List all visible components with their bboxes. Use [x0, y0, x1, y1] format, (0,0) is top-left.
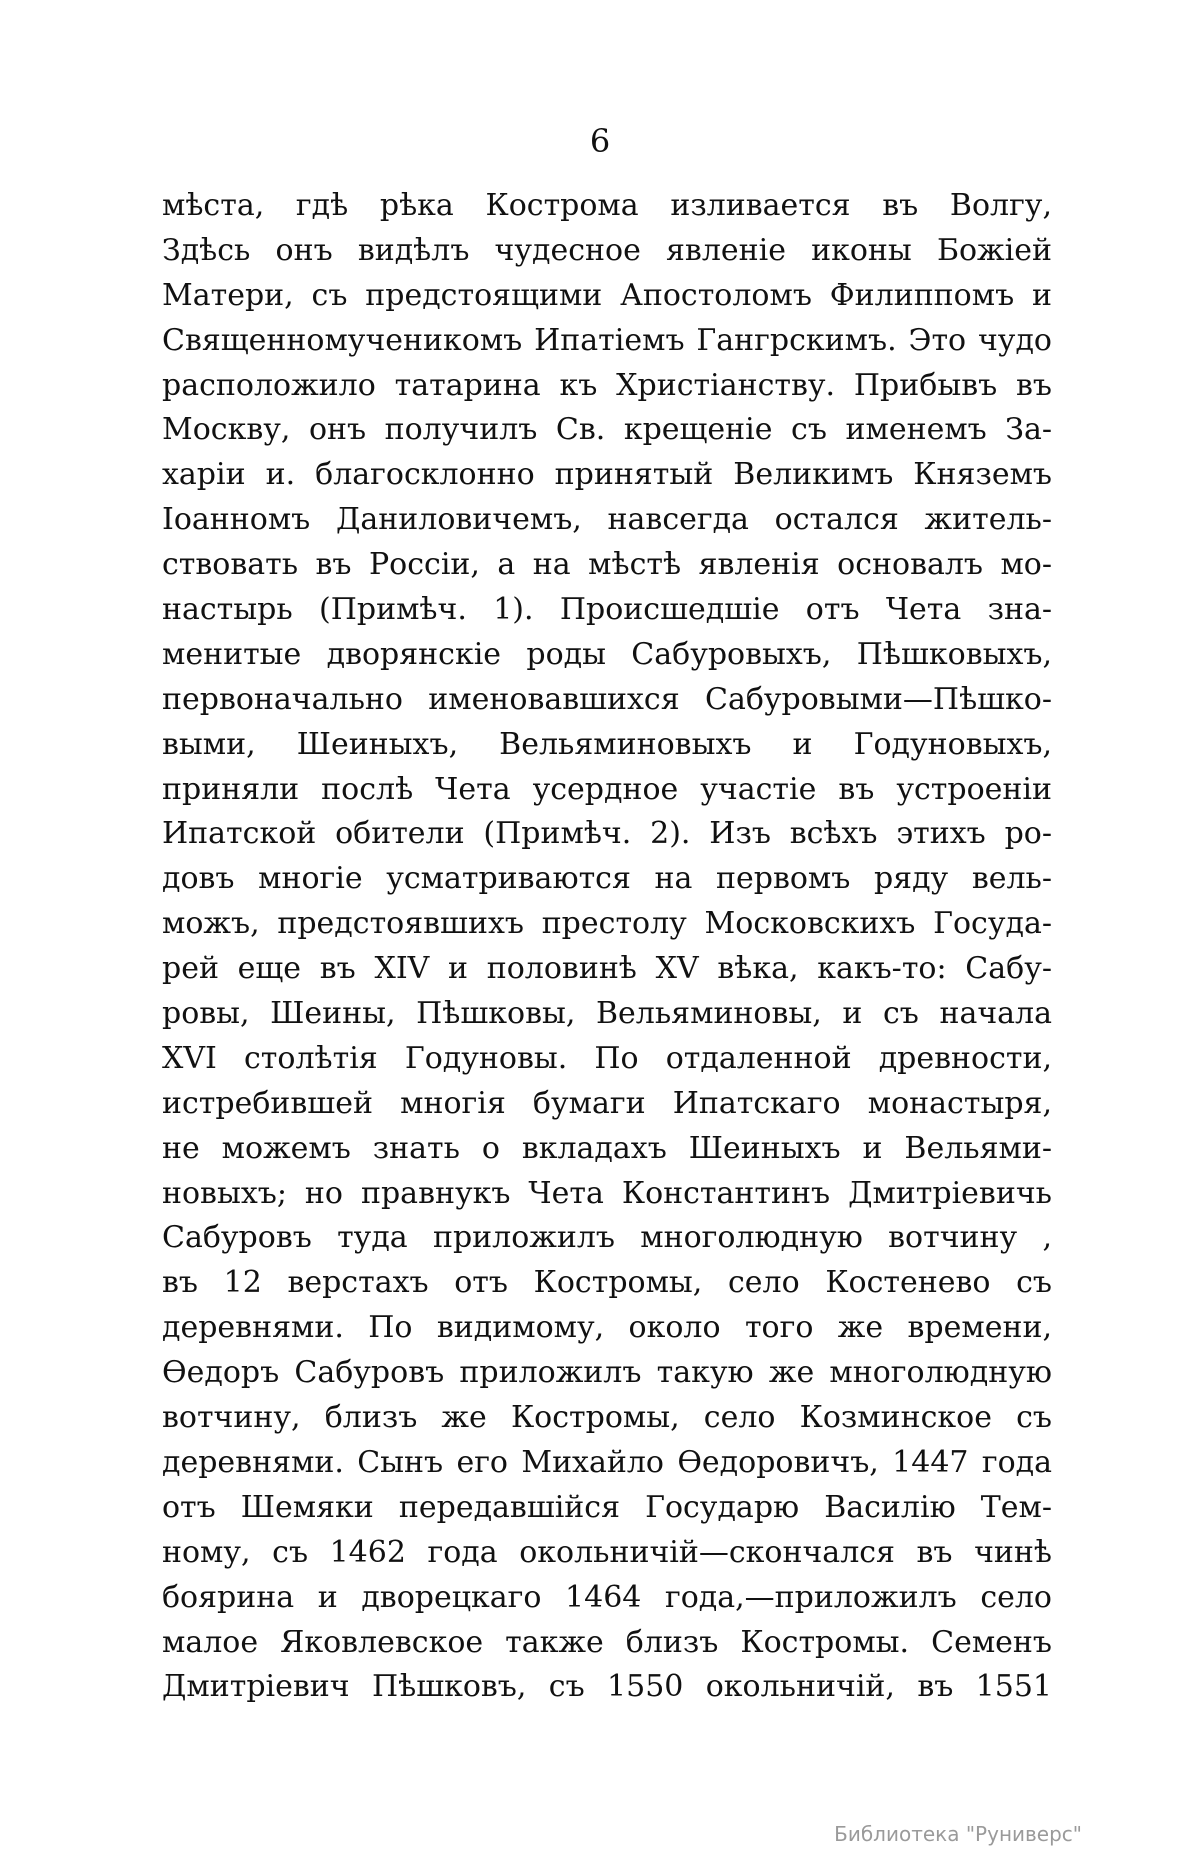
text-line: настырь (Примѣч. 1). Происшедшіе отъ Чета зна-	[162, 592, 1052, 628]
text-line: боярина и дворецкаго 1464 года,—приложилъ село	[162, 1579, 1052, 1615]
text-line: не можемъ знать о вкладахъ Шеиныхъ и Вельями-	[162, 1130, 1052, 1166]
text-line: вотчину, близъ же Костромы, село Козминское съ	[162, 1400, 1052, 1436]
text-line: деревнями. Сынъ его Михайло Ѳедоровичъ, 1447 года	[162, 1444, 1052, 1480]
text-line: довъ многіе усматриваются на первомъ ряду вель-	[162, 861, 1052, 897]
text-line: новыхъ; но правнукъ Чета Константинъ Дмитріевичь	[162, 1175, 1052, 1211]
text-line: Матери, съ предстоящими Апостоломъ Филиппомъ и	[162, 277, 1052, 313]
text-line: отъ Шемяки передавшійся Государю Василію Тем-	[162, 1489, 1052, 1525]
text-line: ровы, Шеины, Пѣшковы, Вельяминовы, и съ начала	[162, 996, 1052, 1032]
text-line: Сабуровъ туда приложилъ многолюдную вотчину ,	[162, 1220, 1052, 1256]
text-line: первоначально именовавшихся Сабуровыми—Пѣшко-	[162, 681, 1052, 717]
text-line: харіи и. благосклонно принятый Великимъ Княземъ	[162, 457, 1052, 493]
text-line: Ѳедоръ Сабуровъ приложилъ такую же многолюдную	[162, 1355, 1052, 1391]
text-line: деревнями. По видимому, около того же времени,	[162, 1310, 1052, 1346]
text-line: рей еще въ XIV и половинѣ XV вѣка, какъ-то: Сабу-	[162, 951, 1052, 987]
text-line: ному, съ 1462 года окольничій—скончался въ чинѣ	[162, 1534, 1052, 1570]
text-line: Дмитріевич Пѣшковъ, съ 1550 окольничій, въ 1551	[162, 1669, 1052, 1705]
text-line: расположило татарина къ Христіанству. Прибывъ въ	[162, 367, 1052, 403]
text-line: Здѣсь онъ видѣлъ чудесное явленіе иконы Божіей	[162, 232, 1052, 268]
text-line: Іоанномъ Даниловичемъ, навсегда остался житель-	[162, 502, 1052, 538]
text-line: приняли послѣ Чета усердное участіе въ устроеніи	[162, 771, 1052, 807]
library-watermark: Библиотека "Руниверс"	[834, 1822, 1082, 1846]
text-line: ствовать въ Россіи, а на мѣстѣ явленія основалъ мо-	[162, 547, 1052, 583]
text-line: можъ, предстоявшихъ престолу Московскихъ Госуда-	[162, 906, 1052, 942]
text-line: малое Яковлевское также близъ Костромы. Семенъ	[162, 1624, 1052, 1660]
text-line: Священномученикомъ Ипатіемъ Гангрскимъ. Это чудо	[162, 322, 1052, 358]
text-line: выми, Шеиныхъ, Вельяминовыхъ и Годуновыхъ,	[162, 726, 1052, 762]
text-line: менитые дворянскіе роды Сабуровыхъ, Пѣшковыхъ,	[162, 636, 1052, 672]
text-line: въ 12 верстахъ отъ Костромы, село Костенево съ	[162, 1265, 1052, 1301]
text-line: мѣста, гдѣ рѣка Кострома изливается въ Волгу,	[162, 188, 1052, 223]
text-line: истребившей многія бумаги Ипатскаго монастыря,	[162, 1085, 1052, 1121]
body-text	[162, 184, 1052, 1710]
text-line: Ипатской обители (Примѣч. 2). Изъ всѣхъ этихъ ро-	[162, 816, 1052, 852]
text-line: Москву, онъ получилъ Св. крещеніе съ именемъ За-	[162, 412, 1052, 448]
text-line: XVI столѣтія Годуновы. По отдаленной древности,	[162, 1040, 1052, 1076]
page-number: 6	[589, 122, 611, 160]
